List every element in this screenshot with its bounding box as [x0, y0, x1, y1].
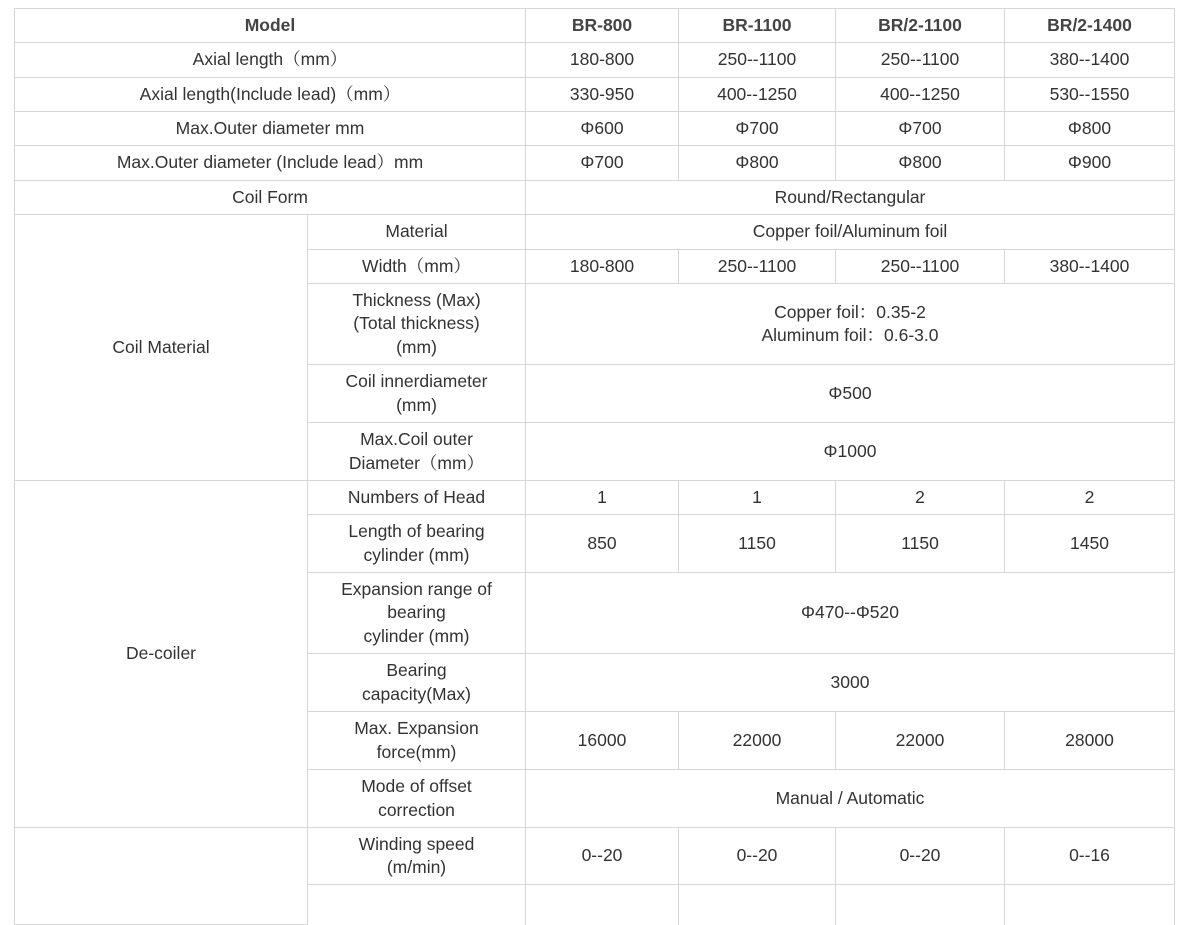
cell: Manual / Automatic — [526, 770, 1175, 828]
table-row — [15, 112, 1175, 146]
label-line: Coil innerdiameter — [345, 371, 488, 391]
cell — [679, 885, 836, 925]
cell: Round/Rectangular — [526, 181, 1175, 215]
header-model: BR/2-1100 — [836, 9, 1005, 43]
cell: 1 — [679, 481, 836, 515]
table-row — [15, 828, 1175, 885]
label-line: (mm) — [396, 336, 437, 357]
table-row — [15, 481, 1175, 515]
spec-table — [14, 8, 1175, 925]
label-line: correction — [378, 799, 455, 820]
row-label — [308, 423, 526, 481]
cell: 400--1250 — [836, 78, 1005, 112]
label-line: Thickness (Max) — [352, 289, 481, 310]
label-line: cylinder (mm) — [363, 544, 470, 565]
label-line: Bearing — [386, 660, 447, 680]
cell: Φ470--Φ520 — [526, 573, 1175, 654]
cell: 250--1100 — [679, 250, 836, 284]
cell: 380--1400 — [1005, 250, 1175, 284]
label-line: Max.Coil outer — [360, 429, 473, 449]
label-line: Mode of offset — [361, 776, 472, 796]
cell: 330-950 — [526, 78, 679, 112]
label-line: (m/min) — [386, 857, 447, 877]
cell: 530--1550 — [1005, 78, 1175, 112]
header-model: BR/2-1400 — [1005, 9, 1175, 43]
cell — [526, 284, 1175, 365]
table-row — [15, 181, 1175, 215]
header-model-label: Model — [15, 9, 526, 43]
table-row — [15, 43, 1175, 78]
cell: 400--1250 — [679, 78, 836, 112]
cell — [1005, 885, 1175, 925]
label-line: (Total thickness) — [353, 313, 480, 334]
row-label — [308, 654, 526, 712]
cell: 2 — [1005, 481, 1175, 515]
row-label: Material — [308, 215, 526, 250]
label-line: capacity(Max) — [362, 683, 471, 704]
cell: Φ1000 — [526, 423, 1175, 481]
cell: 180-800 — [526, 250, 679, 284]
group-label: Coil Material — [15, 215, 308, 481]
row-label — [308, 365, 526, 423]
table-header-row — [15, 9, 1175, 43]
cell: 0--20 — [679, 828, 836, 885]
row-label — [308, 770, 526, 828]
label-line: Diameter（mm） — [348, 452, 485, 473]
table-row — [15, 215, 1175, 250]
row-label: Coil Form — [15, 181, 526, 215]
cell: 250--1100 — [679, 43, 836, 78]
cell: Φ900 — [1005, 146, 1175, 181]
cell: Φ800 — [679, 146, 836, 181]
cell: Φ600 — [526, 112, 679, 146]
cell: 0--20 — [526, 828, 679, 885]
cell: Φ700 — [836, 112, 1005, 146]
header-model: BR-800 — [526, 9, 679, 43]
table-row — [15, 146, 1175, 181]
label-line: Max. Expansion — [354, 718, 479, 738]
cell — [308, 885, 526, 925]
row-label: Max.Outer diameter mm — [15, 112, 526, 146]
label-line: (mm) — [396, 394, 437, 415]
row-label: Axial length（mm） — [15, 43, 526, 78]
cell — [526, 885, 679, 925]
cell: 22000 — [836, 712, 1005, 770]
row-label — [308, 515, 526, 573]
cell: 0--20 — [836, 828, 1005, 885]
label-line: force(mm) — [376, 741, 457, 762]
value-line: Copper foil：0.35-2 — [774, 301, 926, 322]
row-label: Numbers of Head — [308, 481, 526, 515]
cell: 1450 — [1005, 515, 1175, 573]
group-label: De-coiler — [15, 481, 308, 828]
cell: Φ800 — [836, 146, 1005, 181]
cell: 250--1100 — [836, 250, 1005, 284]
row-label: Max.Outer diameter (Include lead）mm — [15, 146, 526, 181]
label-line: Length of bearing — [348, 521, 485, 541]
cell: 180-800 — [526, 43, 679, 78]
cell: 0--16 — [1005, 828, 1175, 885]
label-line: bearing — [387, 602, 446, 623]
cell: Φ500 — [526, 365, 1175, 423]
cell: 2 — [836, 481, 1005, 515]
cell: 1150 — [836, 515, 1005, 573]
value-line: Aluminum foil：0.6-3.0 — [761, 325, 939, 345]
cell: Φ700 — [679, 112, 836, 146]
label-line: Expansion range of — [341, 578, 492, 599]
cell: 16000 — [526, 712, 679, 770]
cell: 850 — [526, 515, 679, 573]
row-label: Axial length(Include lead)（mm） — [15, 78, 526, 112]
row-label — [308, 284, 526, 365]
cell: Copper foil/Aluminum foil — [526, 215, 1175, 250]
cell: 380--1400 — [1005, 43, 1175, 78]
cell: 250--1100 — [836, 43, 1005, 78]
cell: 28000 — [1005, 712, 1175, 770]
label-line: cylinder (mm) — [363, 625, 470, 646]
cell: Φ800 — [1005, 112, 1175, 146]
row-label — [308, 573, 526, 654]
cell: Φ700 — [526, 146, 679, 181]
cell: 1 — [526, 481, 679, 515]
row-label: Width（mm） — [308, 250, 526, 284]
row-label — [308, 828, 526, 885]
row-label — [308, 712, 526, 770]
cell: 1150 — [679, 515, 836, 573]
cell: 3000 — [526, 654, 1175, 712]
header-model: BR-1100 — [679, 9, 836, 43]
group-label — [15, 828, 308, 925]
label-line: Winding speed — [358, 833, 475, 854]
cell — [836, 885, 1005, 925]
cell: 22000 — [679, 712, 836, 770]
table-row — [15, 78, 1175, 112]
